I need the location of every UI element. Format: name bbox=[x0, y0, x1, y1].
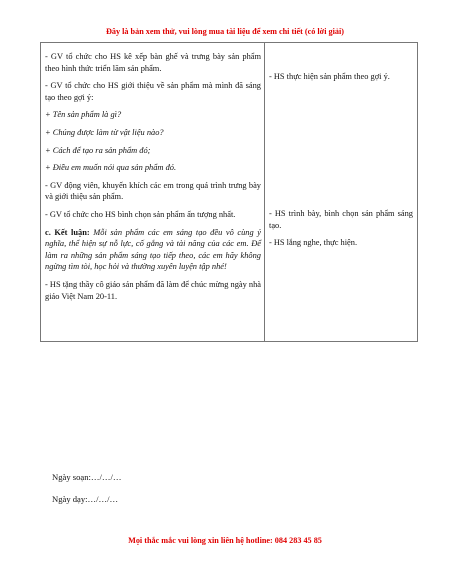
teacher-step-display: - GV tổ chức cho HS kê xếp bàn ghế và trưng bày sản phẩm theo hình thức triển lãm sản phẩm. bbox=[45, 52, 261, 73]
student-response-present: - HS trình bày, bình chọn sản phẩm sáng tạo. bbox=[269, 209, 413, 230]
conclusion-paragraph bbox=[45, 227, 261, 273]
prompt-message: + Điều em muốn nói qua sản phẩm đó. bbox=[45, 163, 177, 173]
prompt-materials: + Chúng được làm từ vật liệu nào? bbox=[45, 127, 164, 137]
lesson-activity-table bbox=[40, 42, 418, 342]
conclusion-text: Mỗi sản phẩm các em sáng tạo đều vô cùng ý nghĩa, thể hiện sự nỗ lực, cố gắng và tài năng của các em. Để làm ra những sản phẩm sáng tạo tiếp theo, các em hãy không ngừng tìm tòi, học hỏi và thường xuyên luyện tập nhé! bbox=[45, 227, 262, 272]
student-activities-column bbox=[265, 43, 417, 341]
prompt-method: + Cách để tạo ra sản phẩm đó; bbox=[45, 145, 151, 155]
student-response-listen: - HS lắng nghe, thực hiện. bbox=[269, 238, 358, 247]
date-taught: Ngày dạy:…/…/… bbox=[52, 494, 119, 504]
hotline-banner: Mọi thắc mắc vui lòng xin liên hệ hotline: 084 283 45 85 bbox=[128, 536, 322, 545]
prompt-product-name: + Tên sản phẩm là gì? bbox=[45, 110, 122, 120]
student-response-make: - HS thực hiện sản phẩm theo gợi ý. bbox=[269, 72, 390, 81]
teacher-step-vote: - GV tổ chức cho HS bình chọn sản phẩm ấn tượng nhất. bbox=[45, 209, 236, 219]
student-gift-step: - HS tặng thầy cô giáo sản phẩm đã làm để chúc mừng ngày nhà giáo Việt Nam 20-11. bbox=[45, 279, 261, 301]
conclusion-label: c. Kết luận: bbox=[45, 227, 90, 237]
teacher-step-introduce: - GV tổ chức cho HS giới thiệu về sản phẩm mà mình đã sáng tạo theo gợi ý: bbox=[45, 81, 261, 102]
teacher-activities-column bbox=[41, 43, 265, 341]
preview-notice-banner: Đây là bản xem thử, vui lòng mua tài liệu để xem chi tiết (có lời giải) bbox=[105, 27, 344, 36]
date-prepared: Ngày soạn:…/…/… bbox=[52, 472, 122, 482]
teacher-step-encourage: - GV động viên, khuyến khích các em trong quá trình trưng bày và giới thiệu sản phẩm. bbox=[45, 180, 261, 202]
